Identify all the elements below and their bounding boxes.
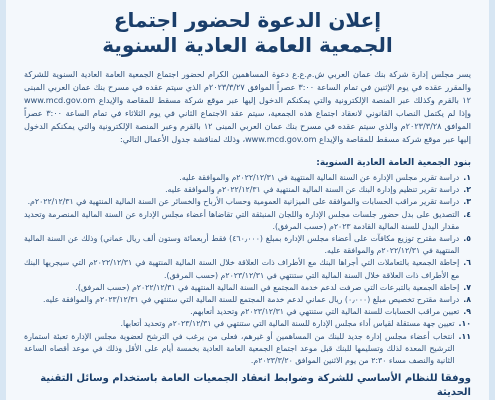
agenda-item-text: دراسة مقترح توزيع مكافآت على أعضاء مجلس الإدارة بمبلغ (٤٦٠٫٠٠٠) فقط أربعمائة وستون ألف ريال عماني) وذلك عن السنة المالية المنتهية في ٢٠٢٢/١٢/٣١م والموافقة عليه.: [24, 234, 460, 256]
agenda-item-number: ١٠.: [458, 319, 471, 329]
agenda-item: [24, 184, 471, 196]
agenda-item: [24, 257, 471, 281]
agenda-item-text: دراسة تقرير مجلس الإدارة عن السنة المالية المنتهية في ٢٠٢٢/١٢/٣١م والموافقة عليه.: [179, 173, 460, 182]
agenda-item-number: ٩.: [463, 307, 471, 317]
agenda-item: [24, 331, 471, 368]
agenda-title: بنود الجمعية العامة العادية السنوية:: [316, 158, 471, 168]
agenda-item: [24, 294, 471, 306]
agenda-item-text: دراسة تقرير مراقب الحسابات والموافقة على الميزانية العمومية وحساب الأرباح والخسائر عن السنة المالية المنتهية في ٢٠٢٢/١٢/٣١م.: [27, 197, 460, 207]
agenda-list: [24, 172, 471, 367]
agenda-item-number: ٤.: [463, 209, 471, 219]
agenda-item: [24, 306, 471, 318]
agenda-item: [24, 196, 471, 208]
agenda-item: [24, 282, 471, 294]
agenda-item-number: ٨.: [463, 295, 471, 305]
agenda-item-number: ١١.: [458, 331, 471, 341]
agenda-item-text: إحاطة الجمعية بالتبرعات التي صرفت لدعم خدمة المجتمع في السنة المالية المنتهية في ٢٠٢٢/١٢/٣١م (حسب المرفق).: [75, 282, 460, 292]
agenda-item-text: دراسة مقترح تخصيص مبلغ (٠٫٠٠٠) ريال عماني لدعم خدمة المجتمع للسنة المالية التي ستنتهي في ٢٠٢٣/١٢/٣١م والموافقة عليه.: [43, 295, 460, 305]
intro-paragraph: يسر مجلس إدارة شركة بنك عمان العربي ش.م.ع.ع دعوة المساهمين الكرام لحضور اجتماع الجمعية العامة العادية السنوية للشركة والمقرر عقده في يوم الإثنين في تمام الساعة ٣:٠٠ عصراً الموافق ٢٠٢٣/٣/٢٧م الذي سيتم عقده في مسرح بنك عمان العربي المبنى ١٢ بالقرم وكذلك عبر المنصة الإلكترونية والتي يمكنكم الدخول إليها عبر موقع شركة مسقط للمقاصة والإيداع www.mcd.gov.om وإذا لم يكتمل النصاب القانوني لانعقاد اجتماع هذه الجمعية، سيتم عقد الاجتماع الثاني في يوم الثلاثاء في تمام الساعة ٣:٠٠ عصراً الموافق ٢٠٢٣/٣/٢٨م والذي سيتم عقده في مسرح بنك عمان العربي المبنى ١٢ بالقرم وعبر المنصة الإلكترونية والتي يمكنكم الدخول إليها عبر موقع شركة مسقط للمقاصة والإيداع www.mcd.gov.om، وذلك لمناقشة جدول الأعمال التالي:: [24, 69, 471, 144]
agenda-item-number: ٧.: [463, 282, 471, 292]
agenda-item: [24, 233, 471, 257]
agenda-item-number: ٣.: [463, 197, 471, 207]
agenda-item-number: ٥.: [463, 234, 471, 244]
footer-note: ووفقا للنظام الأساسي للشركة وضوابط انعقاد الجمعيات العامة باستخدام وسائل التقنية الحديثة: [40, 373, 471, 398]
agenda-item-text: تعيين جهة مستقلة لقياس أداء مجلس الإدارة للسنة المالية التي ستنتهي في ٢٠٢٣/١٢/٣١م وتحديد أتعابها.: [120, 319, 455, 329]
agenda-item-text: دراسة تقرير تنظيم وإدارة البنك عن السنة المالية المنتهية في ٢٠٢٢/١٢/٣١م والموافقة عليه.: [165, 185, 460, 195]
document-title-line2: الجمعية العامة العادية السنوية: [102, 33, 393, 57]
agenda-item-text: تعيين مراقب الحسابات للسنة المالية التي ستنتهي في ٢٠٢٣/١٢/٣١م وتحديد أتعابهم.: [190, 307, 460, 317]
agenda-item-number: ٢.: [463, 185, 471, 195]
agenda-item-text: انتخاب أعضاء مجلس إدارة جديد للبنك من المساهمين أو غيرهم، فعلى من يرغب في الترشح لعضوية مجلس الإدارة تعبئة استمارة الترشيح المعدة لذلك وتسليمها للبنك قبل موعد اجتماع الجمعية العامة العادية بخمسة أيام على الأقل وذلك في موعد أقصاه الساعة الثانية والنصف مساء ٢:٣٠ من يوم الاثنين الموافق ٢٠٢٣/٣/٢٠م.: [24, 331, 455, 366]
agenda-item: [24, 318, 471, 330]
agenda-item: [24, 172, 471, 184]
document-title-line1: إعلان الدعوة لحضور اجتماع: [113, 8, 382, 32]
agenda-item-number: ٦.: [463, 258, 471, 268]
agenda-item-text: التصديق على بدل حضور جلسات مجلس الإدارة واللجان المنبثقة التي تقاضاها أعضاء مجلس الإدارة عن السنة المالية المنصرمة وتحديد مقدار البدل للسنة المالية القادمة ٢٠٢٣م (حسب المرفق).: [24, 209, 460, 231]
agenda-item: [24, 209, 471, 233]
agenda-item-number: ١.: [463, 173, 471, 182]
agenda-item-text: إحاطة الجمعية بالتعاملات التي أجراها البنك مع الأطراف ذات العلاقة خلال السنة المالية المنتهية في ٢٠٢٢/١٢/٣١م التي سيجريها البنك مع الأطراف ذات العلاقة خلال السنة المالية التي ستنتهي في ٢٠٢٣/١٢/٣١م (حسب المرفق).: [24, 258, 460, 280]
